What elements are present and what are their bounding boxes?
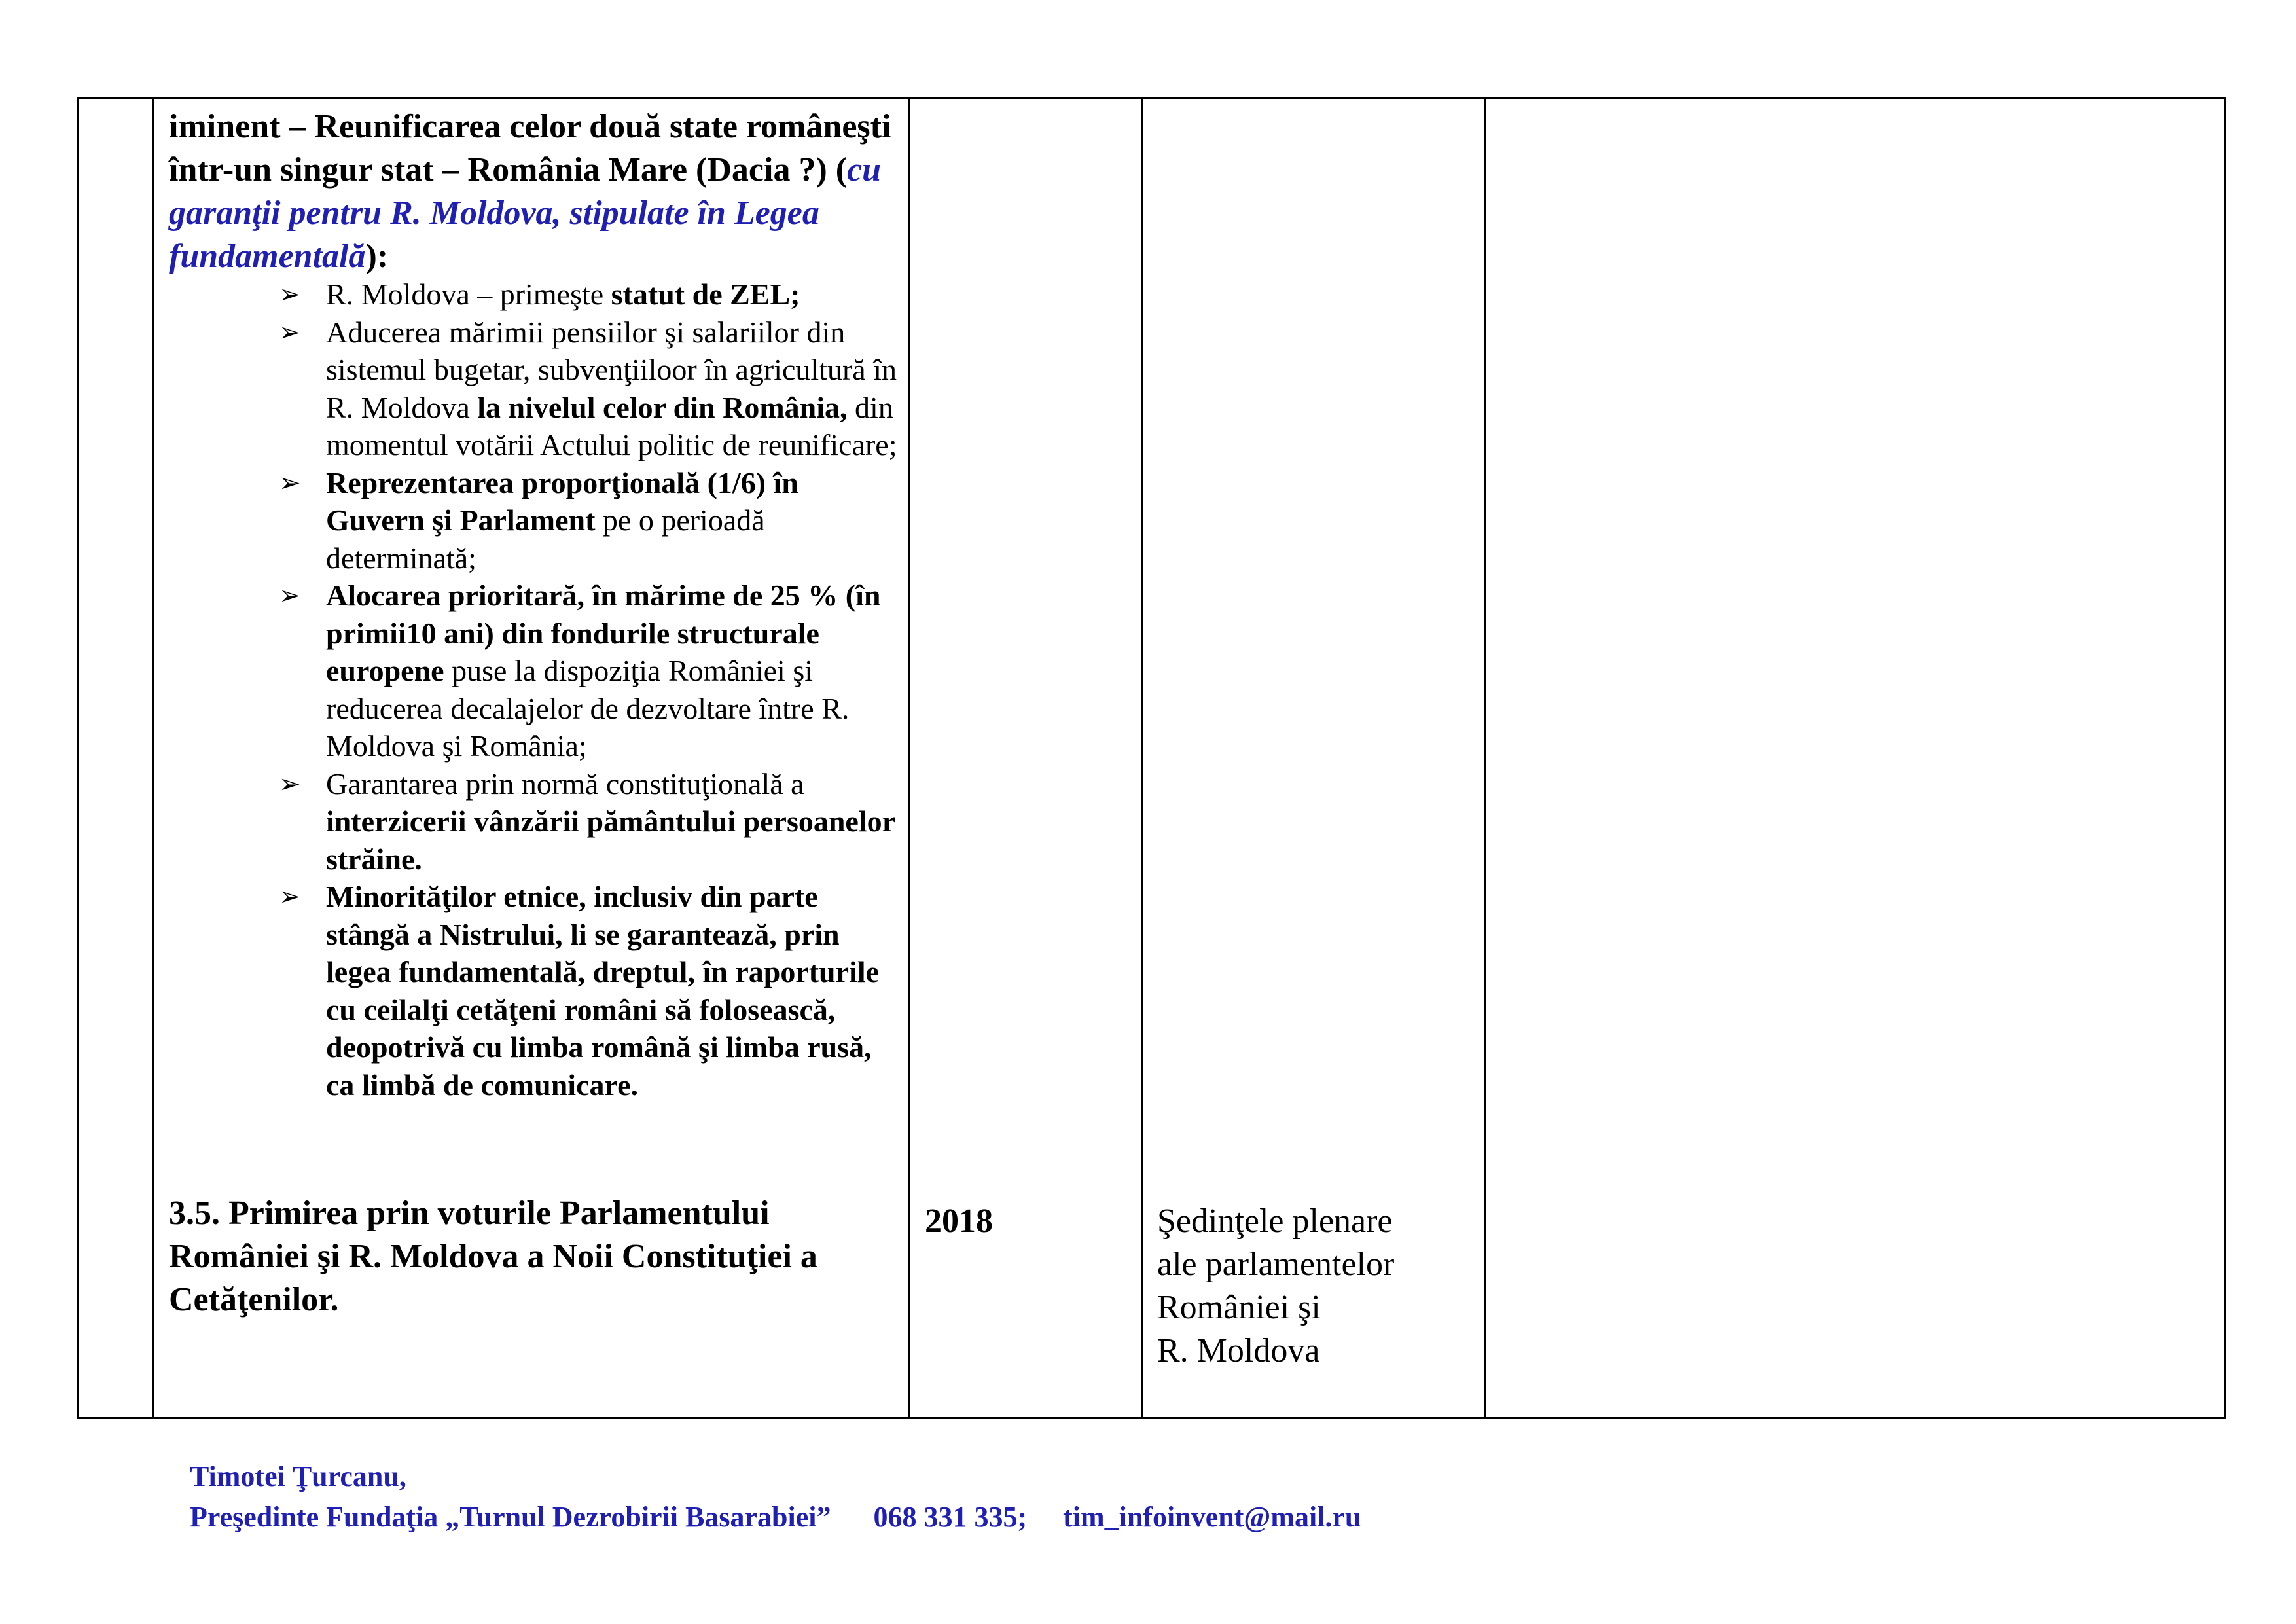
intro-bold-text: iminent – Reunificarea celor două state româneşti într-un singur stat – România Mare (Dacia ?) ( <box>169 108 891 189</box>
arrowhead-bullet-icon: ➢ <box>279 581 301 610</box>
plan-table <box>77 97 2226 1419</box>
action-cell <box>154 98 910 1418</box>
list-item-text: la nivelul celor din România, <box>477 390 848 424</box>
arrowhead-bullet-icon: ➢ <box>279 882 301 911</box>
list-item-text: Minorităţilor etnice, inclusiv din parte stângă a Nistrului, li se garantează, prin legea fundamentală, dreptul, în raporturile cu ceilalţi cetăţeni români să folosească, deopotrivă cu limba română şi limba rusă, ca limbă de comunicare. <box>326 880 880 1102</box>
responsible-line: R. Moldova <box>1157 1332 1320 1369</box>
list-item-text: R. Moldova – primeşte <box>326 278 611 311</box>
list-item-text: puse la dispoziţia României şi reducerea decalajelor de dezvoltare între R. Moldova şi România; <box>326 654 850 763</box>
list-item-text: Garantarea prin normă constituţională a <box>326 767 804 801</box>
arrowhead-bullet-icon: ➢ <box>279 317 301 347</box>
notes-cell <box>1486 98 2225 1418</box>
list-item-text: statut de ZEL; <box>611 278 800 311</box>
intro-paragraph <box>169 105 895 278</box>
list-item-text: interzicerii vânzării pământului persoanelor străine. <box>326 804 895 876</box>
list-item <box>154 464 897 577</box>
author-email[interactable]: tim_infoinvent@mail.ru <box>1063 1501 1361 1533</box>
list-item <box>154 577 897 765</box>
arrowhead-bullet-icon: ➢ <box>279 280 301 309</box>
guarantees-list <box>154 276 897 1104</box>
author-name: Timotei Ţurcanu, <box>190 1460 406 1492</box>
list-item-text: Alocarea prioritară, în mărime de 25 % (în primii10 ani) din fondurile structurale europene <box>326 579 881 687</box>
list-item-text: pe o perioadă determinată; <box>326 503 765 575</box>
author-contact-line <box>190 1497 1361 1538</box>
list-item-text: Aducerea mărimii pensiilor şi salariilor din sistemul bugetar, subvenţiiloor în agricultură în R. Moldova <box>326 315 897 424</box>
responsible-text <box>1157 1200 1478 1373</box>
signature-footer <box>190 1456 1361 1538</box>
arrowhead-bullet-icon: ➢ <box>279 467 301 497</box>
author-role: Preşedinte Fundaţia „Turnul Dezrobirii Basarabiei” <box>190 1501 831 1533</box>
intro-closing: ): <box>365 238 389 275</box>
section-title: 3.5. Primirea prin voturile Parlamentului României şi R. Moldova a Noii Constituţiei a Cetăţenilor. <box>169 1195 817 1318</box>
term-cell <box>910 98 1142 1418</box>
responsible-cell <box>1142 98 1486 1418</box>
list-item <box>154 276 897 314</box>
responsible-line: Şedinţele plenare <box>1157 1202 1393 1240</box>
arrowhead-bullet-icon: ➢ <box>279 768 301 799</box>
list-item-text: Reprezentarea proporţională (1/6) în Guvern şi Parlament <box>326 465 798 537</box>
list-item <box>154 878 897 1104</box>
table-row <box>79 98 2225 1418</box>
author-phone: 068 331 335; <box>873 1501 1028 1533</box>
responsible-line: României şi <box>1157 1289 1321 1326</box>
list-item <box>154 765 897 878</box>
intro-blue-italic: cu garanţii pentru R. Moldova, stipulate în Legea fundamentală <box>169 151 882 275</box>
list-item <box>154 314 897 464</box>
index-cell <box>79 98 154 1418</box>
list-item-text: din momentul votării Actului politic de reunificare; <box>326 390 897 461</box>
term-year: 2018 <box>925 1202 993 1240</box>
responsible-line: ale parlamentelor <box>1157 1246 1395 1283</box>
